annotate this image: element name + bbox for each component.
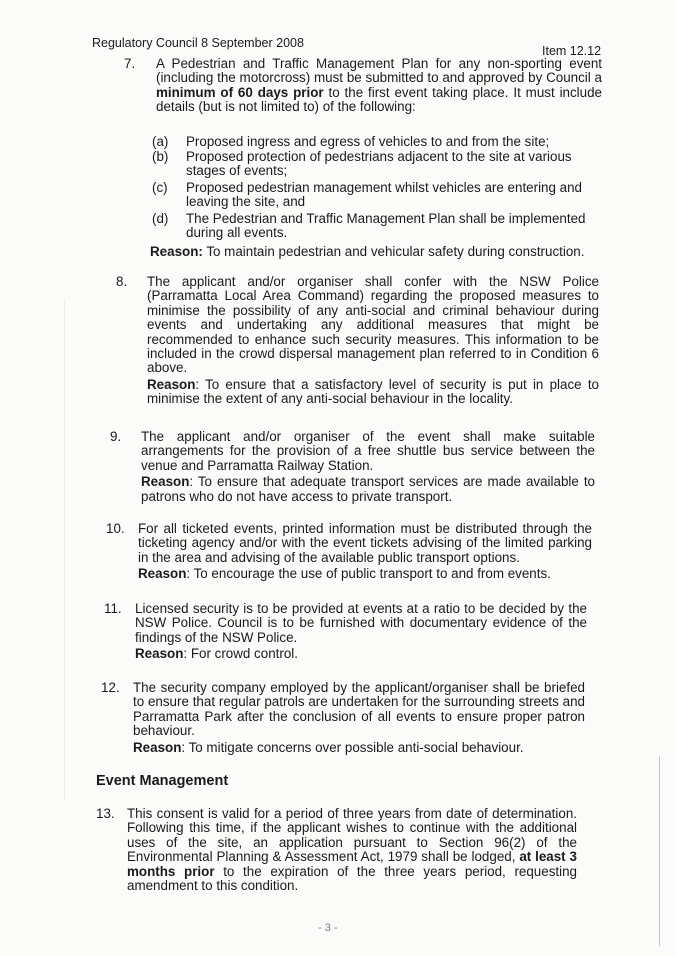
item-13: This consent is valid for a period of three years from date of determination. Following this time, if the applicant wishes to continue with the additional uses of the site, an application pursuant to Section 96(2) of the Environmental Planning & Assessment Act, 1979 shall be lodged, at least 3 months prior to the expiration of the three years period, requesting amendment to this condition. xyxy=(127,806,577,894)
item-12: The security company employed by the applicant/organiser shall be briefed to ensure that regular patrols are undertaken for the surrounding streets and Parramatta Park after the conclusion of all events to ensure proper patron behaviour. Reason: To mitigate concerns over possible anti-social behaviour. xyxy=(133,680,585,755)
item-7-number: 7. xyxy=(124,56,136,71)
item-11-number: 11. xyxy=(104,601,122,616)
scan-edge-line xyxy=(659,756,660,946)
item-9-number: 9. xyxy=(110,429,122,444)
document-page: Regulatory Council 8 September 2008 Item 12.12 7. A Pedestrian and Traffic Management Plan for any non-sporting event (including the motorcross) must be submitted to and approved by Council a minimum of 60 days prior to the first event taking place. It must include details (but is not limited to) of the following: (a) Proposed ingress and egress of vehicles to and from the site; (b) Proposed protection of pedestrians adjacent to the site at various stages of events; (c) Proposed pedestrian management whilst vehicles are entering and leaving the site, and (d) The Pedestrian and Traffic Management Plan shall be implemented during all events. Reason: To maintain pedestrian and vehicular safety during construction. 8. The applicant and/or organiser shall confer with the NSW Police (Parramatta Local Area Command) regarding the proposed measures to minimise the possibility of any anti-social and criminal behaviour during events and undertaking any additional measures that might be recommended to enhance such security measures. This information to be included in the crowd dispersal management plan referred to in Condition 6 above. Reason: To ensure that a satisfactory level of security is put in place to minimise the extent of any anti-social behaviour in the locality. 9. The applicant and/or organiser of the event shall make suitable arrangements for the provision of a free shuttle bus service between the venue and Parramatta Railway Station. Reason: To ensure that adequate transport services are made available to patrons who do not have access to private transport. 10. For all ticketed events, printed information must be distributed through the ticketing agency and/or with the event tickets advising of the limited parking in the area and advising of the available public transport options. Reason: To encourage the use of public transport to and from events. 11. Licensed security is to be provided at events at a ratio to be decided by the NSW Police. Council is to be furnished with documentary evidence of the findings of the NSW Police. Reason: For crowd control. 12. The security company employed by the applicant/organiser shall be briefed to ensure that regular patrols are undertaken for the surrounding streets and Parramatta Park after the conclusion of all events to ensure proper patron behaviour. Reason: To mitigate concerns over possible anti-social behaviour. Event Management 13. This consent is valid for a period of three years from date of determination. Following this time, if the applicant wishes to continue with the additional uses of the site, an application pursuant to Section 96(2) of the Environmental Planning & Assessment Act, 1979 shall be lodged, at least 3 months prior to the expiration of the three years period, requesting amendment to this condition. - 3 - xyxy=(0,0,676,956)
item-13-number: 13. xyxy=(96,806,115,821)
section-heading: Event Management xyxy=(96,773,229,789)
item-7-intro: A Pedestrian and Traffic Management Plan for any non-sporting event (including the motorcross) must be submitted to and approved by Council a minimum of 60 days prior to the first event taking place. It must include details (but is not limited to) of the following: xyxy=(156,56,602,115)
item-11: Licensed security is to be provided at events at a ratio to be decided by the NSW Police. Council is to be furnished with documentary evidence of the findings of the NSW Police. Reason: For crowd control. xyxy=(135,601,587,662)
item-12-reason: Reason: To mitigate concerns over possible anti-social behaviour. xyxy=(133,739,524,755)
header-item-number: Item 12.12 xyxy=(542,44,602,58)
page-number: - 3 - xyxy=(318,922,338,934)
scan-artifact-line xyxy=(64,300,65,800)
item-7 xyxy=(156,57,602,115)
item-11-reason: Reason: For crowd control. xyxy=(135,646,298,662)
item-8-reason: Reason: To ensure that a satisfactory level of security is put in place to minimise the extent of any anti-social behaviour in the locality. xyxy=(147,376,599,407)
item-8-number: 8. xyxy=(116,274,128,289)
item-10: For all ticketed events, printed information must be distributed through the ticketing agency and/or with the event tickets advising of the limited parking in the area and advising of the available public transport options. Reason: To encourage the use of public transport to and from events. xyxy=(138,521,592,582)
item-10-number: 10. xyxy=(106,521,125,536)
item-9-reason: Reason: To ensure that adequate transport services are made available to patrons who do not have access to private transport. xyxy=(141,474,595,504)
item-9: The applicant and/or organiser of the event shall make suitable arrangements for the provision of a free shuttle bus service between the venue and Parramatta Railway Station. Reason: To ensure that adequate transport services are made available to patrons who do not have access to private transport. xyxy=(141,429,595,504)
item-7-reason: Reason: To maintain pedestrian and vehicular safety during construction. xyxy=(150,244,585,259)
header-meeting: Regulatory Council 8 September 2008 xyxy=(92,36,304,50)
item-8: The applicant and/or organiser shall confer with the NSW Police (Parramatta Local Area Command) regarding the proposed measures to minimise the possibility of any anti-social and criminal behaviour during events and undertaking any additional measures that might be recommended to enhance such security measures. This information to be included in the crowd dispersal management plan referred to in Condition 6 above. Reason: To ensure that a satisfactory level of security is put in place to minimise the extent of any anti-social behaviour in the locality. xyxy=(147,274,599,407)
item-10-reason: Reason: To encourage the use of public transport to and from events. xyxy=(138,566,551,582)
item-12-number: 12. xyxy=(101,680,120,695)
